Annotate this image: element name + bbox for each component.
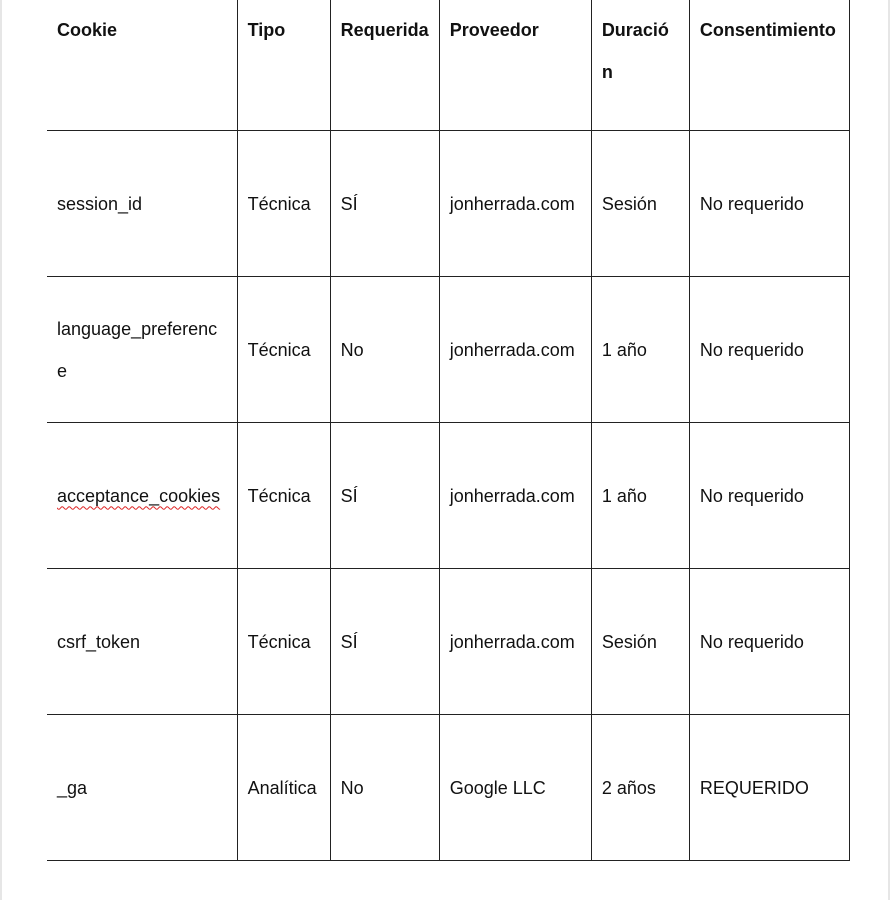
cell-cookie: csrf_token bbox=[47, 569, 237, 715]
table-row bbox=[47, 131, 850, 277]
cell-tipo: Técnica bbox=[237, 131, 330, 277]
cell-proveedor: jonherrada.com bbox=[439, 131, 591, 277]
cell-cookie: session_id bbox=[47, 131, 237, 277]
cell-duracion: 1 año bbox=[591, 423, 689, 569]
cell-tipo: Analítica bbox=[237, 715, 330, 861]
cell-cookie: language_preference bbox=[47, 277, 237, 423]
cell-duracion: Sesión bbox=[591, 131, 689, 277]
header-cookie: Cookie bbox=[47, 0, 237, 131]
table-row bbox=[47, 423, 850, 569]
table-row bbox=[47, 277, 850, 423]
cookies-table bbox=[47, 0, 850, 861]
cell-requerida: SÍ bbox=[330, 569, 439, 715]
table-row bbox=[47, 715, 850, 861]
cell-duracion: Sesión bbox=[591, 569, 689, 715]
cell-duracion: 1 año bbox=[591, 277, 689, 423]
cell-requerida: No bbox=[330, 277, 439, 423]
cell-consentimiento: REQUERIDO bbox=[689, 715, 849, 861]
cell-tipo: Técnica bbox=[237, 569, 330, 715]
cell-tipo: Técnica bbox=[237, 423, 330, 569]
header-tipo: Tipo bbox=[237, 0, 330, 131]
table-row bbox=[47, 569, 850, 715]
header-proveedor: Proveedor bbox=[439, 0, 591, 131]
cell-cookie: _ga bbox=[47, 715, 237, 861]
cell-proveedor: Google LLC bbox=[439, 715, 591, 861]
cell-requerida: No bbox=[330, 715, 439, 861]
cell-consentimiento: No requerido bbox=[689, 277, 849, 423]
cell-tipo: Técnica bbox=[237, 277, 330, 423]
cell-cookie: acceptance_cookies bbox=[47, 423, 237, 569]
cell-duracion: 2 años bbox=[591, 715, 689, 861]
cell-requerida: SÍ bbox=[330, 423, 439, 569]
cell-proveedor: jonherrada.com bbox=[439, 569, 591, 715]
cell-requerida: SÍ bbox=[330, 131, 439, 277]
header-requerida: Requerida bbox=[330, 0, 439, 131]
cell-consentimiento: No requerido bbox=[689, 569, 849, 715]
header-consentimiento: Consentimiento bbox=[689, 0, 849, 131]
header-duracion: Duración bbox=[591, 0, 689, 131]
cell-consentimiento: No requerido bbox=[689, 131, 849, 277]
table-header-row bbox=[47, 0, 850, 131]
cell-consentimiento: No requerido bbox=[689, 423, 849, 569]
cell-proveedor: jonherrada.com bbox=[439, 423, 591, 569]
cell-proveedor: jonherrada.com bbox=[439, 277, 591, 423]
